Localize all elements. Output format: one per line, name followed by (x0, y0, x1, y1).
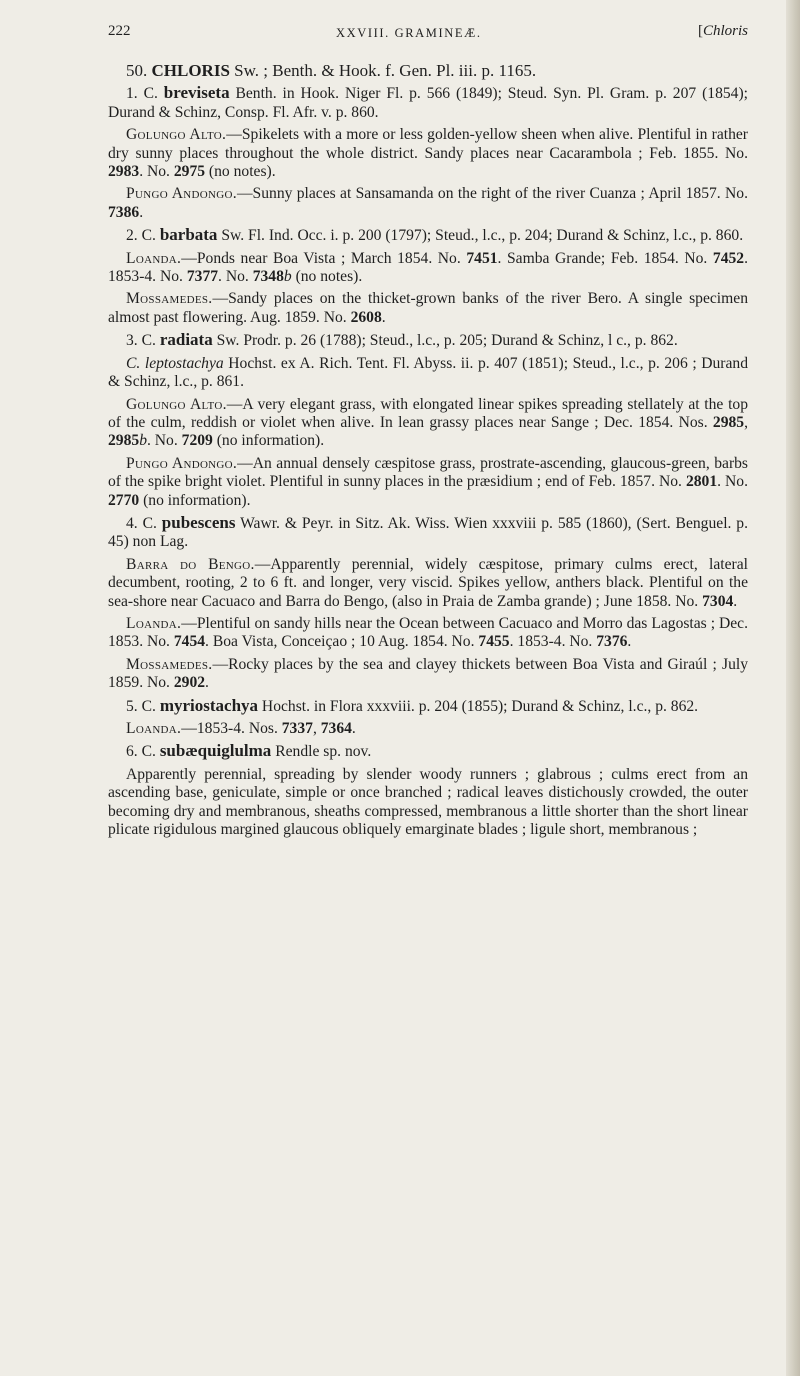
species-name: radiata (159, 330, 213, 350)
locality-name: Golungo Alto. (126, 395, 227, 413)
locality-paragraph: Golungo Alto.—Spikelets with a more or less golden-yellow sheen when alive. Plentiful in rather dry sunny places throughout the whole district. Sandy places near Cacarambola ; Feb. 1855. No. 2983. No. 2975 (no notes). (108, 126, 748, 181)
species-name: barbata (159, 225, 218, 245)
locality-paragraph: Barra do Bengo.—Apparently perennial, widely cæspitose, primary culms erect, lateral decumbent, rooting, 2 to 6 ft. and longer, very viscid. Spikes yellow, anthers black. Plentiful on the sea-shore near Cacuaco and Barra do Bengo, (also in Praia de Zamba grande) ; June 1858. No. 7304. (108, 555, 748, 610)
species-name: subæquiglulma (159, 741, 272, 761)
page-header (108, 22, 748, 46)
locality-paragraph: Pungo Andongo.—An annual densely cæspitose grass, prostrate-ascending, glaucous-green, barbs of the spike bright violet. Plentiful in sunny places in the præsidium ; end of Feb. 1857. No. 2801. No. 2770 (no information). (108, 454, 749, 509)
locality-name: Mossamedes. (126, 290, 213, 308)
running-head: [Chloris (697, 23, 748, 39)
locality-paragraph: Mossamedes.—Rocky places by the sea and clayey thickets between Boa Vista and Giraúl ; July 1859. No. 2902. (108, 655, 748, 692)
locality-name: Loanda. (126, 614, 182, 632)
locality-name: Golungo Alto. (126, 126, 227, 144)
locality-name: Barra do Bengo. (126, 555, 255, 573)
locality-paragraph: Loanda.—Plentiful on sandy hills near the Ocean between Cacuaco and Morro das Lagostas ; Dec. 1853. No. 7454. Boa Vista, Conceiçao ; 10 Aug. 1854. No. 7455. 1853-4. No. 7376. (108, 614, 748, 651)
locality-name: Loanda. (126, 249, 182, 267)
species-entry: 1. C. breviseta Benth. in Hook. Niger Fl. p. 566 (1849); Steud. Syn. Pl. Gram. p. 207 (1854); Durand & Schinz, Consp. Fl. Afr. v. p. 860. (108, 83, 748, 121)
page-edge-shadow (786, 0, 800, 1376)
synonym-paragraph: C. leptostachya Hochst. ex A. Rich. Tent. Fl. Abyss. ii. p. 407 (1851); Steud., l.c., p. 206 ; Durand & Schinz, l.c., p. 861. (108, 354, 749, 391)
page-number: 222 (108, 23, 131, 39)
page-content (108, 22, 748, 843)
locality-name: Pungo Andongo. (126, 185, 237, 203)
species-name: myriostachya (159, 695, 259, 715)
locality-paragraph: Mossamedes.—Sandy places on the thicket-grown banks of the river Bero. A single specimen almost past flowering. Aug. 1859. No. 2608. (108, 290, 748, 326)
species-entry: 6. C. subæquiglulma Rendle sp. nov. (126, 741, 372, 761)
locality-name: Loanda. (126, 720, 182, 737)
species-entry: 3. C. radiata Sw. Prodr. p. 26 (1788); Steud., l.c., p. 205; Durand & Schinz, l c., p. 862. (126, 330, 678, 350)
locality-paragraph: Golungo Alto.—A very elegant grass, with elongated linear spikes spreading stellately at the top of the culm, reddish or violet when alive. In lean grassy places near Sange ; Dec. 1854. Nos. 2985, 2985b. No. 7209 (no information). (108, 395, 748, 450)
locality-paragraph: Loanda.—Ponds near Boa Vista ; March 1854. No. 7451. Samba Grande; Feb. 1854. No. 7452. 1853-4. No. 7377. No. 7348b (no notes). (108, 249, 748, 286)
description-paragraph: Apparently perennial, spreading by slender woody runners ; glabrous ; culms erect from an ascending base, geniculate, simple or once branched ; radical leaves distichously crowded, the outer becoming dry and membranous, sheaths compressed, membranous a little shorter than the short linear plicate rigidulous margined glaucous obliquely emarginate blades ; ligule short, membranous ; (108, 765, 748, 839)
locality-name: Pungo Andongo. (126, 454, 238, 472)
species-entry: 2. C. barbata Sw. Fl. Ind. Occ. i. p. 200 (1797); Steud., l.c., p. 204; Durand & Schinz, l.c., p. 860. (126, 225, 744, 245)
species-name: breviseta (163, 83, 230, 103)
section-title: XXVIII. GRAMINEÆ. (336, 26, 482, 40)
species-entry: 4. C. pubescens Wawr. & Peyr. in Sitz. Ak. Wiss. Wien xxxviii p. 585 (1860), (Sert. Benguel. p. 45) non Lag. (108, 512, 748, 551)
locality-paragraph: Loanda.—1853-4. Nos. 7337, 7364. (126, 720, 356, 737)
genus-name: CHLORIS (151, 61, 230, 80)
running-head-genus: Chloris (702, 23, 748, 39)
species-name: pubescens (161, 512, 236, 532)
locality-paragraph: Pungo Andongo.—Sunny places at Sansamanda on the right of the river Cuanza ; April 1857. No. 7386. (108, 185, 748, 221)
species-entry: 5. C. myriostachya Hochst. in Flora xxxviii. p. 204 (1855); Durand & Schinz, l.c., p. 862. (126, 695, 699, 715)
genus-heading: 50. CHLORIS Sw. ; Benth. & Hook. f. Gen. Pl. iii. p. 1165. (126, 61, 537, 80)
synonym-name: C. leptostachya (126, 354, 224, 372)
locality-name: Mossamedes. (126, 655, 213, 673)
